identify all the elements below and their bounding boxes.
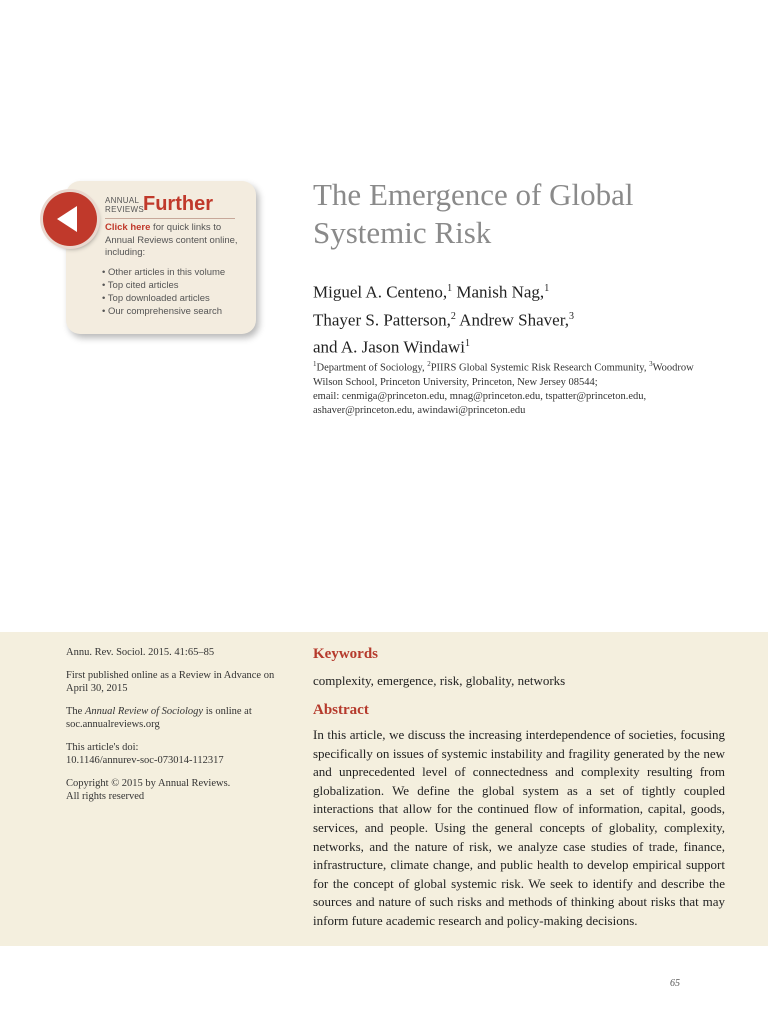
annual-reviews-logo (105, 196, 144, 214)
online-info (66, 705, 281, 731)
article-metadata (66, 646, 281, 813)
author-affiliation-marker: 1 (465, 338, 470, 350)
further-arrow-button[interactable] (43, 192, 97, 246)
further-label: Further (143, 193, 213, 215)
keywords-heading: Keywords (313, 646, 378, 662)
further-link-item[interactable]: • Top cited articles (102, 279, 225, 292)
page-number: 65 (670, 978, 680, 989)
further-link-item[interactable]: • Top downloaded articles (102, 292, 225, 305)
affiliation-marker: 3 (649, 360, 653, 368)
first-published: First published online as a Review in Advance on April 30, 2015 (66, 670, 275, 694)
journal-name: Annual Review of Sociology (84, 706, 204, 717)
abstract-text: In this article, we discuss the increasing interdependence of societies, focusing specifically on issues of systemic instability and fragility generated by the new and unprecedented level of connectedness and complexity resulting from globalization. We define the global system as a set of tightly coupled interactions that allow for the continued flow of information, capital, goods, services, and people. Using the general concepts of globality, complexity, networks, and the nature of risk, we analyze case studies of trade, finance, infrastructure, climate change, and public health to develop empirical support for the concept of global systemic risk. We seek to identify and describe the sources and nature of such risks and methods of thinking about risks that may inform future academic research and policy-making decisions. (313, 727, 725, 928)
email-line: email: cenmiga@princeton.edu, mnag@princeton.edu, tspatter@princeton.edu, (313, 390, 647, 402)
further-divider (105, 218, 235, 219)
further-description (105, 222, 250, 260)
author-list (313, 277, 733, 360)
click-description: for quick links to Annual Reviews content online, including: (105, 222, 238, 258)
affiliation-marker: 1 (313, 360, 317, 368)
online-suffix: is online at soc.annualreviews.org (66, 706, 252, 730)
copyright-text: Copyright © 2015 by Annual Reviews. (66, 778, 231, 789)
author-affiliation-marker: 2 (450, 310, 456, 322)
author-affiliation-marker: 1 (544, 283, 550, 294)
keywords-list: complexity, emergence, risk, globality, networks (313, 673, 566, 688)
affiliation-text: Department of Sociology, (316, 362, 428, 374)
author-affiliation-marker: 1 (447, 283, 453, 294)
author-name: Andrew Shaver, (459, 310, 569, 330)
reviews-label: REVIEWS (105, 205, 144, 214)
click-here-link[interactable]: Click here (105, 222, 151, 233)
author-name: and A. Jason Windawi (313, 337, 465, 357)
email-line: ashaver@princeton.edu, awindawi@princeton.edu (313, 404, 526, 416)
further-links-list (102, 266, 225, 318)
article-title: The Emergence of Global Systemic Risk (313, 177, 634, 250)
doi-label: This article's doi: (66, 742, 139, 753)
affiliation-marker: 2 (427, 360, 431, 368)
left-arrow-icon (43, 192, 97, 246)
author-name: Miguel A. Centeno, (313, 282, 448, 302)
author-name: Manish Nag, (456, 282, 545, 302)
affiliation-text: PIIRS Global Systemic Risk Research Community, (430, 362, 650, 374)
further-link-item[interactable]: • Our comprehensive search (102, 305, 225, 318)
doi-value[interactable]: 10.1146/annurev-soc-073014-112317 (66, 755, 224, 766)
doi-info (66, 741, 281, 767)
rights-text: All rights reserved (66, 791, 145, 802)
affiliations (313, 357, 723, 418)
author-affiliation-marker: 3 (568, 310, 574, 322)
abstract-heading: Abstract (313, 702, 369, 718)
copyright (66, 777, 281, 803)
citation: Annu. Rev. Sociol. 2015. 41:65–85 (66, 647, 215, 658)
affiliation-text: Woodrow Wilson School, Princeton University, Princeton, New Jersey 08544; (313, 362, 694, 388)
author-name: Thayer S. Patterson, (313, 310, 451, 330)
annual-label: ANNUAL (105, 196, 140, 205)
further-link-item[interactable]: • Other articles in this volume (102, 266, 225, 279)
online-prefix: The (66, 706, 85, 717)
